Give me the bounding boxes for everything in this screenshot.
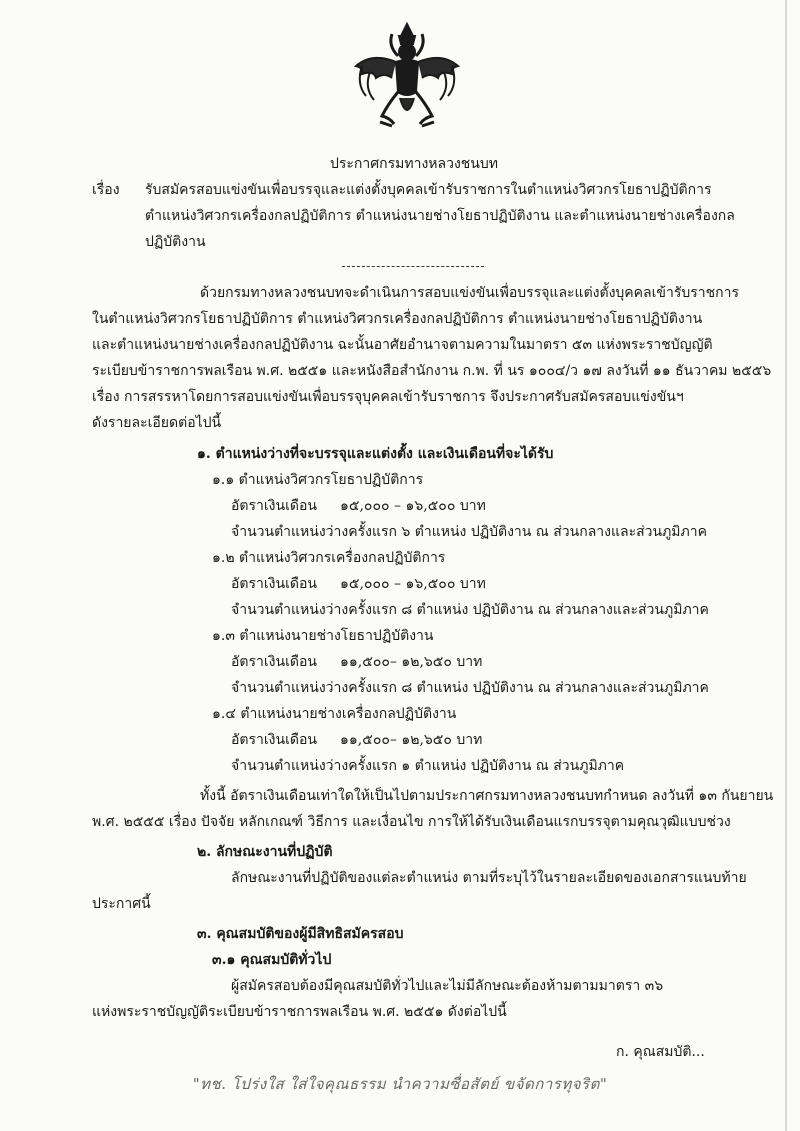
body-line: ประกาศนี้ [92, 896, 151, 912]
body-line: แห่งพระราชบัญญัติระเบียบข้าราชการพลเรือน พ.ศ. ๒๕๕๑ ดังต่อไปนี้ [92, 1004, 507, 1020]
intro-line: เรื่อง การสรรหาโดยการสอบแข่งขันเพื่อบรรจุบุคคลเข้ารับราชการ จึงประกาศรับสมัครสอบแข่งขันฯ [92, 389, 684, 405]
continuation-marker: ก. คุณสมบัติ... [616, 1044, 705, 1060]
vacancy-line: จำนวนตำแหน่งว่างครั้งแรก ๑ ตำแหน่ง ปฏิบัติงาน ณ ส่วนภูมิภาค [231, 758, 625, 774]
subject-label: เรื่อง [92, 182, 120, 198]
salary-label: อัตราเงินเดือน [231, 498, 317, 514]
intro-line: และตำแหน่งนายช่างเครื่องกลปฏิบัติงาน ฉะนั้นอาศัยอำนาจตามความในมาตรา ๕๓ แห่งพระราชบัญญัติ [92, 337, 713, 353]
position-title: ๑.๓ ตำแหน่งนายช่างโยธาปฏิบัติงาน [212, 628, 434, 644]
note-line: ทั้งนี้ อัตราเงินเดือนเท่าใดให้เป็นไปตามประกาศกรมทางหลวงชนบทกำหนด ลงวันที่ ๑๓ กันยายน [200, 788, 774, 804]
salary-label: อัตราเงินเดือน [231, 654, 317, 670]
separator-line [342, 266, 484, 267]
intro-line: ด้วยกรมทางหลวงชนบทจะดำเนินการสอบแข่งขันเพื่อบรรจุและแต่งตั้งบุคคลเข้ารับราชการ [200, 285, 739, 301]
salary-range: ๑๕,๐๐๐ – ๑๖,๕๐๐ บาท [340, 576, 486, 592]
body-line: ผู้สมัครสอบต้องมีคุณสมบัติทั่วไปและไม่มีลักษณะต้องห้ามตามมาตรา ๓๖ [231, 978, 664, 994]
vacancy-line: จำนวนตำแหน่งว่างครั้งแรก ๘ ตำแหน่ง ปฏิบัติงาน ณ ส่วนกลางและส่วนภูมิภาค [231, 680, 709, 696]
subject-line: ปฏิบัติงาน [145, 234, 206, 250]
body-line: ลักษณะงานที่ปฏิบัติของแต่ละตำแหน่ง ตามที่ระบุไว้ในรายละเอียดของเอกสารแนบท้าย [231, 870, 747, 886]
intro-line: ดังรายละเอียดต่อไปนี้ [92, 415, 222, 431]
vacancy-line: จำนวนตำแหน่งว่างครั้งแรก ๖ ตำแหน่ง ปฏิบัติงาน ณ ส่วนกลางและส่วนภูมิภาค [231, 524, 707, 540]
announcement-title: ประกาศกรมทางหลวงชนบท [330, 156, 498, 172]
salary-range: ๑๑,๕๐๐– ๑๒,๖๕๐ บาท [340, 654, 483, 670]
salary-range: ๑๕,๐๐๐ – ๑๖,๕๐๐ บาท [340, 498, 486, 514]
garuda-emblem-icon [352, 22, 462, 130]
salary-label: อัตราเงินเดือน [231, 732, 317, 748]
salary-label: อัตราเงินเดือน [231, 576, 317, 592]
vacancy-line: จำนวนตำแหน่งว่างครั้งแรก ๘ ตำแหน่ง ปฏิบัติงาน ณ ส่วนกลางและส่วนภูมิภาค [231, 602, 709, 618]
subject-line: ตำแหน่งวิศวกรเครื่องกลปฏิบัติการ ตำแหน่งนายช่างโยธาปฏิบัติงาน และตำแหน่งนายช่างเครื่องกล [145, 208, 735, 224]
section-heading: ๒. ลักษณะงานที่ปฏิบัติ [197, 844, 333, 860]
footer-slogan: "ทช. โปร่งใส ใส่ใจคุณธรรม นำความซื่อสัตย์ ขจัดการทุจริต" [192, 1075, 608, 1093]
position-title: ๑.๒ ตำแหน่งวิศวกรเครื่องกลปฏิบัติการ [212, 550, 446, 566]
sub-heading: ๓.๑ คุณสมบัติทั่วไป [212, 952, 332, 968]
salary-range: ๑๑,๕๐๐– ๑๒,๖๕๐ บาท [340, 732, 483, 748]
scan-edge [785, 0, 787, 1131]
intro-line: ในตำแหน่งวิศวกรโยธาปฏิบัติการ ตำแหน่งวิศวกรเครื่องกลปฏิบัติการ ตำแหน่งนายช่างโยธาปฏิบัติงาน [92, 311, 703, 327]
intro-line: ระเบียบข้าราชการพลเรือน พ.ศ. ๒๕๕๑ และหนังสือสำนักงาน ก.พ. ที่ นร ๑๐๐๔/ว ๑๗ ลงวันที่ ๑๑ ธันวาคม ๒๕๕๖ [92, 363, 772, 379]
position-title: ๑.๑ ตำแหน่งวิศวกรโยธาปฏิบัติการ [212, 472, 424, 488]
section-heading: ๓. คุณสมบัติของผู้มีสิทธิสมัครสอบ [197, 926, 404, 942]
subject-line: รับสมัครสอบแข่งขันเพื่อบรรจุและแต่งตั้งบุคคลเข้ารับราชการในตำแหน่งวิศวกรโยธาปฏิบัติการ [145, 182, 712, 198]
position-title: ๑.๔ ตำแหน่งนายช่างเครื่องกลปฏิบัติงาน [212, 706, 457, 722]
section-heading: ๑. ตำแหน่งว่างที่จะบรรจุและแต่งตั้ง และเงินเดือนที่จะได้รับ [197, 446, 554, 462]
note-line: พ.ศ. ๒๕๕๕ เรื่อง ปัจจัย หลักเกณฑ์ วิธีการ และเงื่อนไข การให้ได้รับเงินเดือนแรกบรรจุตามคุณวุฒิแบบช่วง [92, 814, 731, 830]
